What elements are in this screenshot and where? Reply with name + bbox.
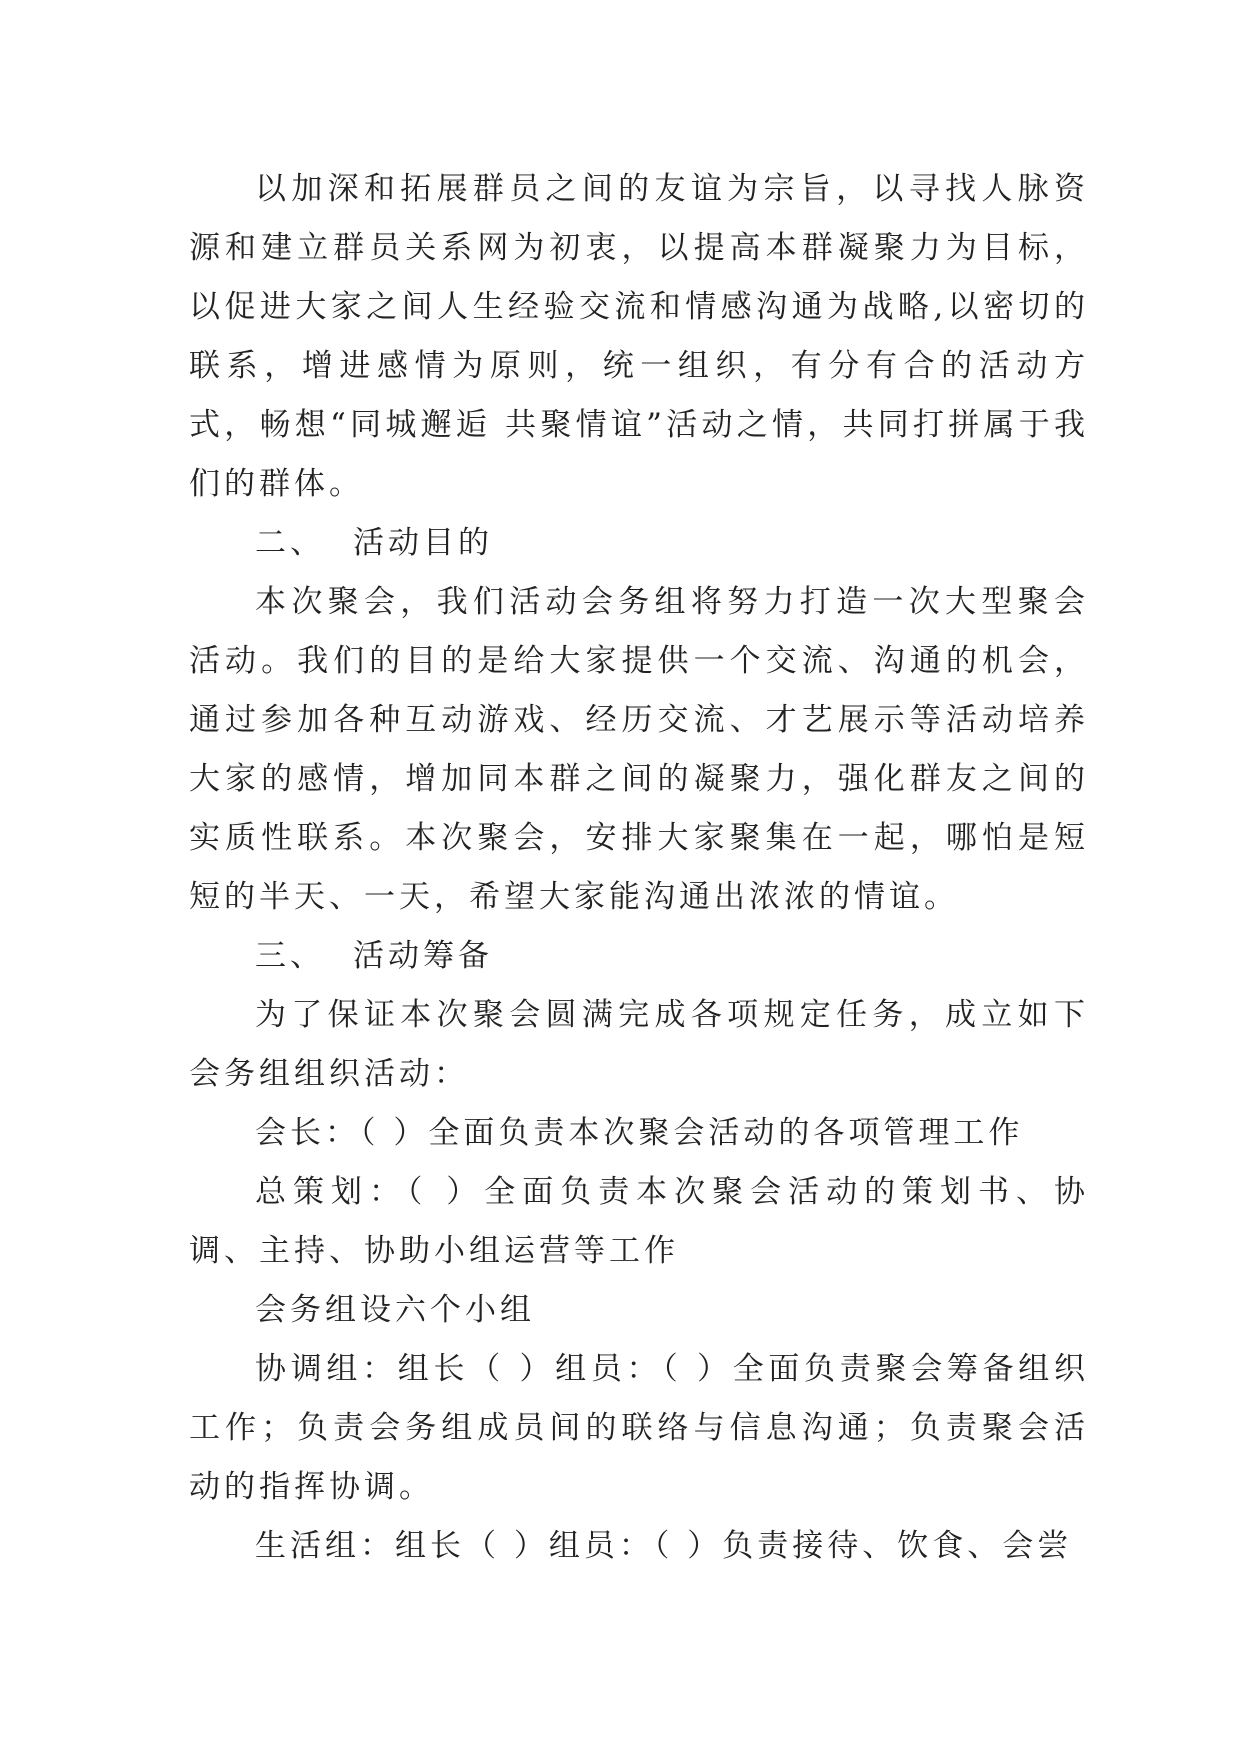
section-heading-2 xyxy=(189,514,1089,573)
paragraph-activity-goal: 本次聚会，我们活动会务组将努力打造一次大型聚会活动。我们的目的是给大家提供一个交流、沟通的机会，通过参加各种互动游戏、经历交流、才艺展示等活动培养大家的感情，增加同本群之间的凝聚力，强化群友之间的实质性联系。本次聚会，安排大家聚集在一起，哪怕是短短的半天、一天，希望大家能沟通出浓浓的情谊。 xyxy=(189,584,1089,915)
paragraph-chief-planner: 总策划：（ ）全面负责本次聚会活动的策划书、协调、主持、协助小组运营等工作 xyxy=(189,1174,1089,1269)
paragraph-preparation: 为了保证本次聚会圆满完成各项规定任务，成立如下会务组组织活动： xyxy=(189,997,1089,1092)
document-body xyxy=(189,160,1089,1576)
section-number: 二、 xyxy=(255,525,325,561)
section-title: 活动目的 xyxy=(353,525,493,561)
paragraph-living-group: 生活组：组长（ ）组员：（ ）负责接待、饮食、会尝 xyxy=(255,1528,1073,1564)
paragraph-six-groups: 会务组设六个小组 xyxy=(255,1292,535,1328)
section-title: 活动筹备 xyxy=(353,938,493,974)
paragraph-purpose-intro: 以加深和拓展群员之间的友谊为宗旨，以寻找人脉资源和建立群员关系网为初衷，以提高本群凝聚力为目标，以促进大家之间人生经验交流和情感沟通为战略,以密切的联系，增进感情为原则，统一组织，有分有合的活动方式，畅想“同城邂逅 共聚情谊”活动之情，共同打拼属于我们的群体。 xyxy=(189,171,1089,502)
section-number: 三、 xyxy=(255,938,325,974)
section-heading-3 xyxy=(189,927,1089,986)
paragraph-president: 会长：（ ）全面负责本次聚会活动的各项管理工作 xyxy=(255,1115,1024,1151)
paragraph-coordination-group: 协调组：组长（ ）组员：（ ）全面负责聚会筹备组织工作；负责会务组成员间的联络与信息沟通；负责聚会活动的指挥协调。 xyxy=(189,1351,1089,1505)
